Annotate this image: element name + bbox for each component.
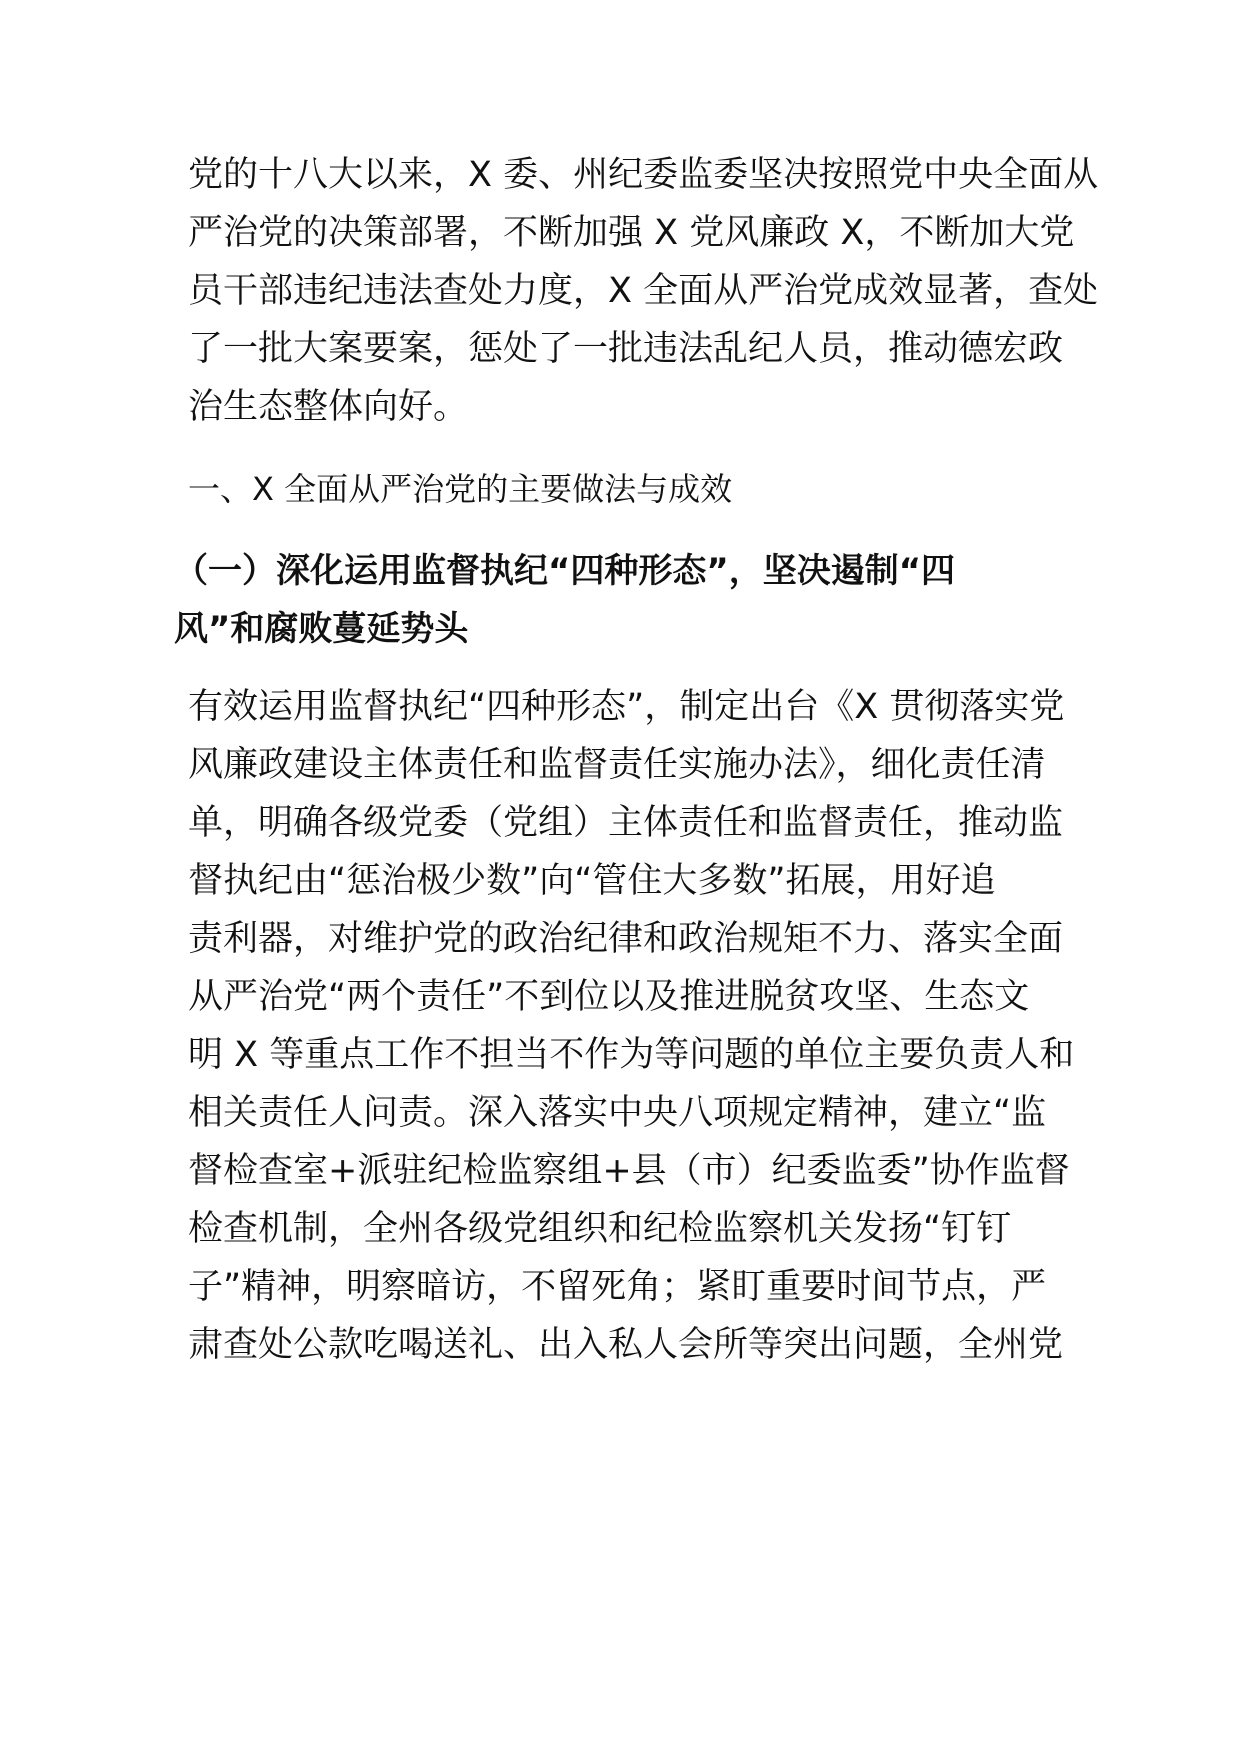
subsection-heading-line: 风”和腐败蔓延势头 — [174, 609, 469, 649]
paragraph-line: 党的十八大以来，X 委、州纪委监委坚决按照党中央全面从 — [188, 155, 1099, 195]
paragraph-line: 从严治党“两个责任”不到位以及推进脱贫攻坚、生态文 — [188, 977, 1030, 1017]
paragraph-line: 督执纪由“惩治极少数”向“管住大多数”拓展，用好追 — [188, 861, 996, 901]
paragraph-line: 明 X 等重点工作不担当不作为等问题的单位主要负责人和 — [188, 1035, 1075, 1075]
paragraph-line: 肃查处公款吃喝送礼、出入私人会所等突出问题，全州党 — [188, 1325, 1064, 1365]
paragraph-line: 严治党的决策部署，不断加强 X 党风廉政 X，不断加大党 — [188, 213, 1075, 253]
paragraph-line: 检查机制，全州各级党组织和纪检监察机关发扬“钉钉 — [188, 1209, 1012, 1249]
paragraph-line: 责利器，对维护党的政治纪律和政治规矩不力、落实全面 — [188, 919, 1064, 959]
subsection-heading-line: （一）深化运用监督执纪“四种形态”，坚决遏制“四 — [174, 551, 956, 591]
section-heading: 一、X 全面从严治党的主要做法与成效 — [188, 470, 733, 508]
paragraph-line: 治生态整体向好。 — [188, 387, 469, 427]
paragraph-line: 有效运用监督执纪“四种形态”，制定出台《X 贯彻落实党 — [188, 687, 1065, 727]
paragraph-line: 员干部违纪违法查处力度，X 全面从严治党成效显著，查处 — [188, 271, 1099, 311]
paragraph-line: 相关责任人问责。深入落实中央八项规定精神，建立“监 — [188, 1093, 1047, 1133]
paragraph-line: 子”精神，明察暗访，不留死角；紧盯重要时间节点，严 — [188, 1267, 1047, 1307]
paragraph-line: 风廉政建设主体责任和监督责任实施办法》，细化责任清 — [188, 745, 1046, 785]
paragraph-line: 督检查室+派驻纪检监察组+县（市）纪委监委”协作监督 — [188, 1151, 1070, 1191]
paragraph-line: 了一批大案要案，惩处了一批违法乱纪人员，推动德宏政 — [188, 329, 1064, 369]
paragraph-line: 单，明确各级党委（党组）主体责任和监督责任，推动监 — [188, 803, 1064, 843]
